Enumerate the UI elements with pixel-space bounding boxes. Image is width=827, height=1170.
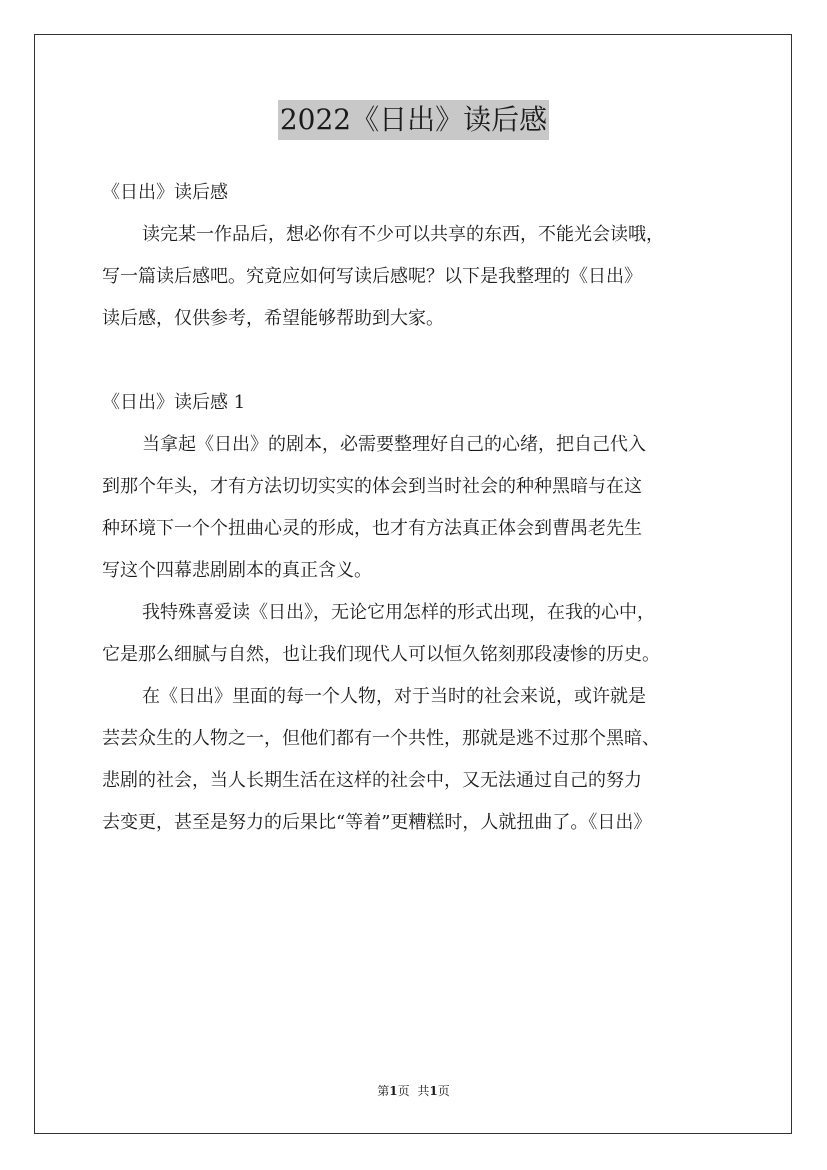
intro-heading: 《日出》读后感 — [102, 182, 228, 203]
title-container — [0, 100, 827, 140]
paragraph-line: 它是那么细腻与自然，也让我们现代人可以恒久铭刻那段凄惨的历史。 — [102, 644, 660, 665]
page-number: 1 — [389, 1084, 398, 1098]
paragraph-line: 当拿起《日出》的剧本，必需要整理好自己的心绪，把自己代入 — [142, 434, 646, 455]
paragraph-line: 悲剧的社会，当人长期生活在这样的社会中，又无法通过自己的努力 — [102, 770, 642, 791]
total-pages: 1 — [429, 1084, 438, 1098]
paragraph-line: 到那个年头，才有方法切切实实的体会到当时社会的种种黑暗与在这 — [102, 476, 642, 497]
page-suffix: 页 — [397, 1084, 410, 1098]
page-prefix: 第 — [377, 1084, 390, 1098]
paragraph-line: 写这个四幕悲剧剧本的真正含义。 — [102, 560, 372, 581]
section-heading: 《日出》读后感 1 — [102, 392, 246, 413]
page-footer — [0, 1082, 827, 1099]
paragraph-line: 去变更，甚至是努力的后果比“等着”更糟糕时，人就扭曲了。《日出》 — [102, 812, 652, 833]
total-suffix: 页 — [437, 1084, 450, 1098]
document-body — [102, 172, 742, 844]
paragraph-line: 种环境下一个个扭曲心灵的形成，也才有方法真正体会到曹禺老先生 — [102, 518, 642, 539]
intro-line: 读后感，仅供参考，希望能够帮助到大家。 — [102, 308, 444, 329]
paragraph-line: 我特殊喜爱读《日出》，无论它用怎样的形式出现，在我的心中， — [142, 602, 655, 623]
total-prefix: 共 — [417, 1084, 430, 1098]
paragraph-line: 芸芸众生的人物之一，但他们都有一个共性，那就是逃不过那个黑暗、 — [102, 728, 660, 749]
intro-line: 读完某一作品后，想必你有不少可以共享的东西，不能光会读哦， — [142, 224, 664, 245]
intro-line: 写一篇读后感吧。究竟应如何写读后感呢？以下是我整理的《日出》 — [102, 266, 642, 287]
spacer — [102, 340, 742, 382]
paragraph-line: 在《日出》里面的每一个人物，对于当时的社会来说，或许就是 — [142, 686, 646, 707]
document-title: 2022《日出》读后感 — [278, 100, 549, 140]
